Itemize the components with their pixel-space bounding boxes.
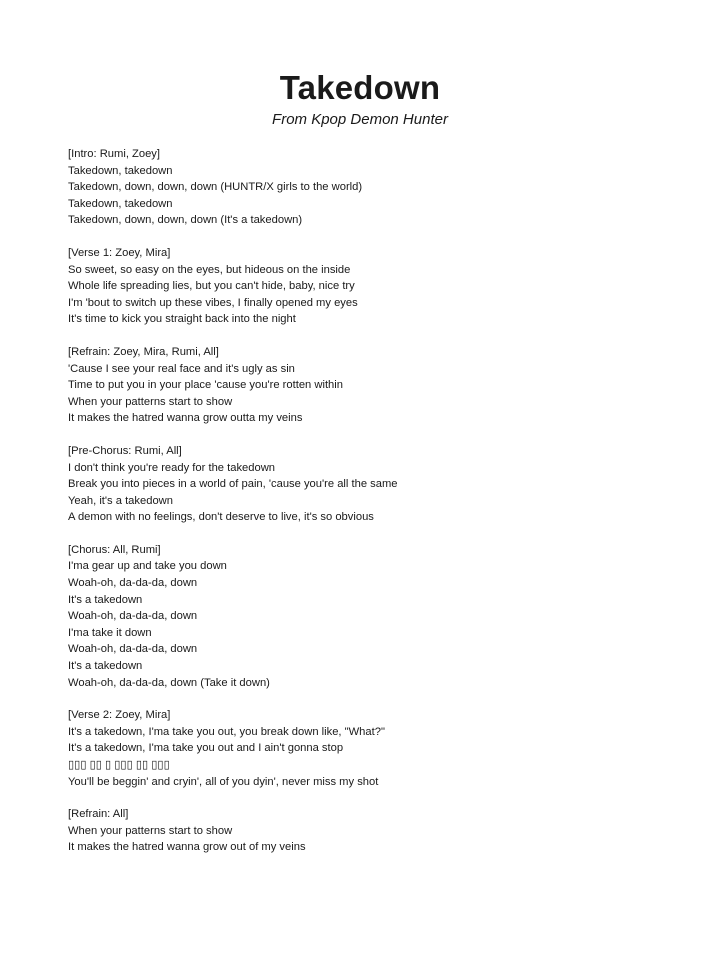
lyrics-section xyxy=(68,344,688,427)
section-header: [Verse 1: Zoey, Mira] xyxy=(68,246,171,259)
lyric-line: Takedown, down, down, down (HUNTR/X girls to the world) xyxy=(68,181,363,194)
lyrics-body xyxy=(68,146,688,872)
song-title: Takedown xyxy=(279,69,441,106)
lyric-line: I'ma take it down xyxy=(68,626,152,639)
lyric-line: Woah-oh, da-da-da, down xyxy=(68,577,198,590)
lyric-line: A demon with no feelings, don't deserve to live, it's so obvious xyxy=(68,511,374,524)
lyric-line: Takedown, takedown xyxy=(68,197,173,210)
lyric-line: It's a takedown, I'ma take you out, you break down like, "What?" xyxy=(68,725,385,738)
section-header: [Refrain: All] xyxy=(68,808,129,821)
lyric-line: 'Cause I see your real face and it's ugly as sin xyxy=(68,362,295,375)
lyrics-section xyxy=(68,146,688,229)
section-header: [Verse 2: Zoey, Mira] xyxy=(68,709,171,722)
lyric-line: I'ma gear up and take you down xyxy=(68,560,227,573)
lyric-line: So sweet, so easy on the eyes, but hideous on the inside xyxy=(68,263,351,276)
lyric-line: Takedown, takedown xyxy=(68,164,173,177)
lyric-line: Takedown, down, down, down (It's a takedown) xyxy=(68,214,303,227)
lyric-line: It makes the hatred wanna grow out of my veins xyxy=(68,841,306,854)
lyric-line: When your patterns start to show xyxy=(68,824,233,837)
section-header: [Refrain: Zoey, Mira, Rumi, All] xyxy=(68,345,219,358)
lyric-line: It's a takedown, I'ma take you out and I ain't gonna stop xyxy=(68,742,344,755)
lyric-line: You'll be beggin' and cryin', all of you dyin', never miss my shot xyxy=(68,775,379,788)
song-subtitle: From Kpop Demon Hunter xyxy=(272,111,448,128)
section-header: [Intro: Rumi, Zoey] xyxy=(68,148,161,160)
section-header: [Pre-Chorus: Rumi, All] xyxy=(68,444,182,457)
lyrics-section xyxy=(68,806,688,856)
lyric-line: It's a takedown xyxy=(68,660,143,673)
lyric-line: Yeah, it's a takedown xyxy=(68,494,173,507)
lyric-line: Woah-oh, da-da-da, down xyxy=(68,643,198,656)
lyric-line: When your patterns start to show xyxy=(68,395,233,408)
section-header: [Chorus: All, Rumi] xyxy=(68,543,161,556)
lyric-line: Time to put you in your place 'cause you're rotten within xyxy=(68,379,343,392)
lyric-line: Whole life spreading lies, but you can't hide, baby, nice try xyxy=(68,280,355,293)
lyrics-section xyxy=(68,542,688,691)
lyric-line: It's a takedown xyxy=(68,593,143,606)
lyric-line: Break you into pieces in a world of pain, 'cause you're all the same xyxy=(68,478,398,491)
lyrics-section xyxy=(68,443,688,526)
lyrics-section xyxy=(68,245,688,328)
lyric-line: I don't think you're ready for the takedown xyxy=(68,461,276,474)
lyric-line: ▯▯▯ ▯▯ ▯ ▯▯▯ ▯▯ ▯▯▯ xyxy=(68,759,170,771)
lyric-line: It's time to kick you straight back into the night xyxy=(68,313,296,326)
lyric-line: It makes the hatred wanna grow outta my veins xyxy=(68,412,303,425)
lyric-line: Woah-oh, da-da-da, down xyxy=(68,610,198,623)
lyrics-section xyxy=(68,707,688,790)
lyric-line: I'm 'bout to switch up these vibes, I finally opened my eyes xyxy=(68,296,358,309)
lyric-line: Woah-oh, da-da-da, down (Take it down) xyxy=(68,676,270,689)
